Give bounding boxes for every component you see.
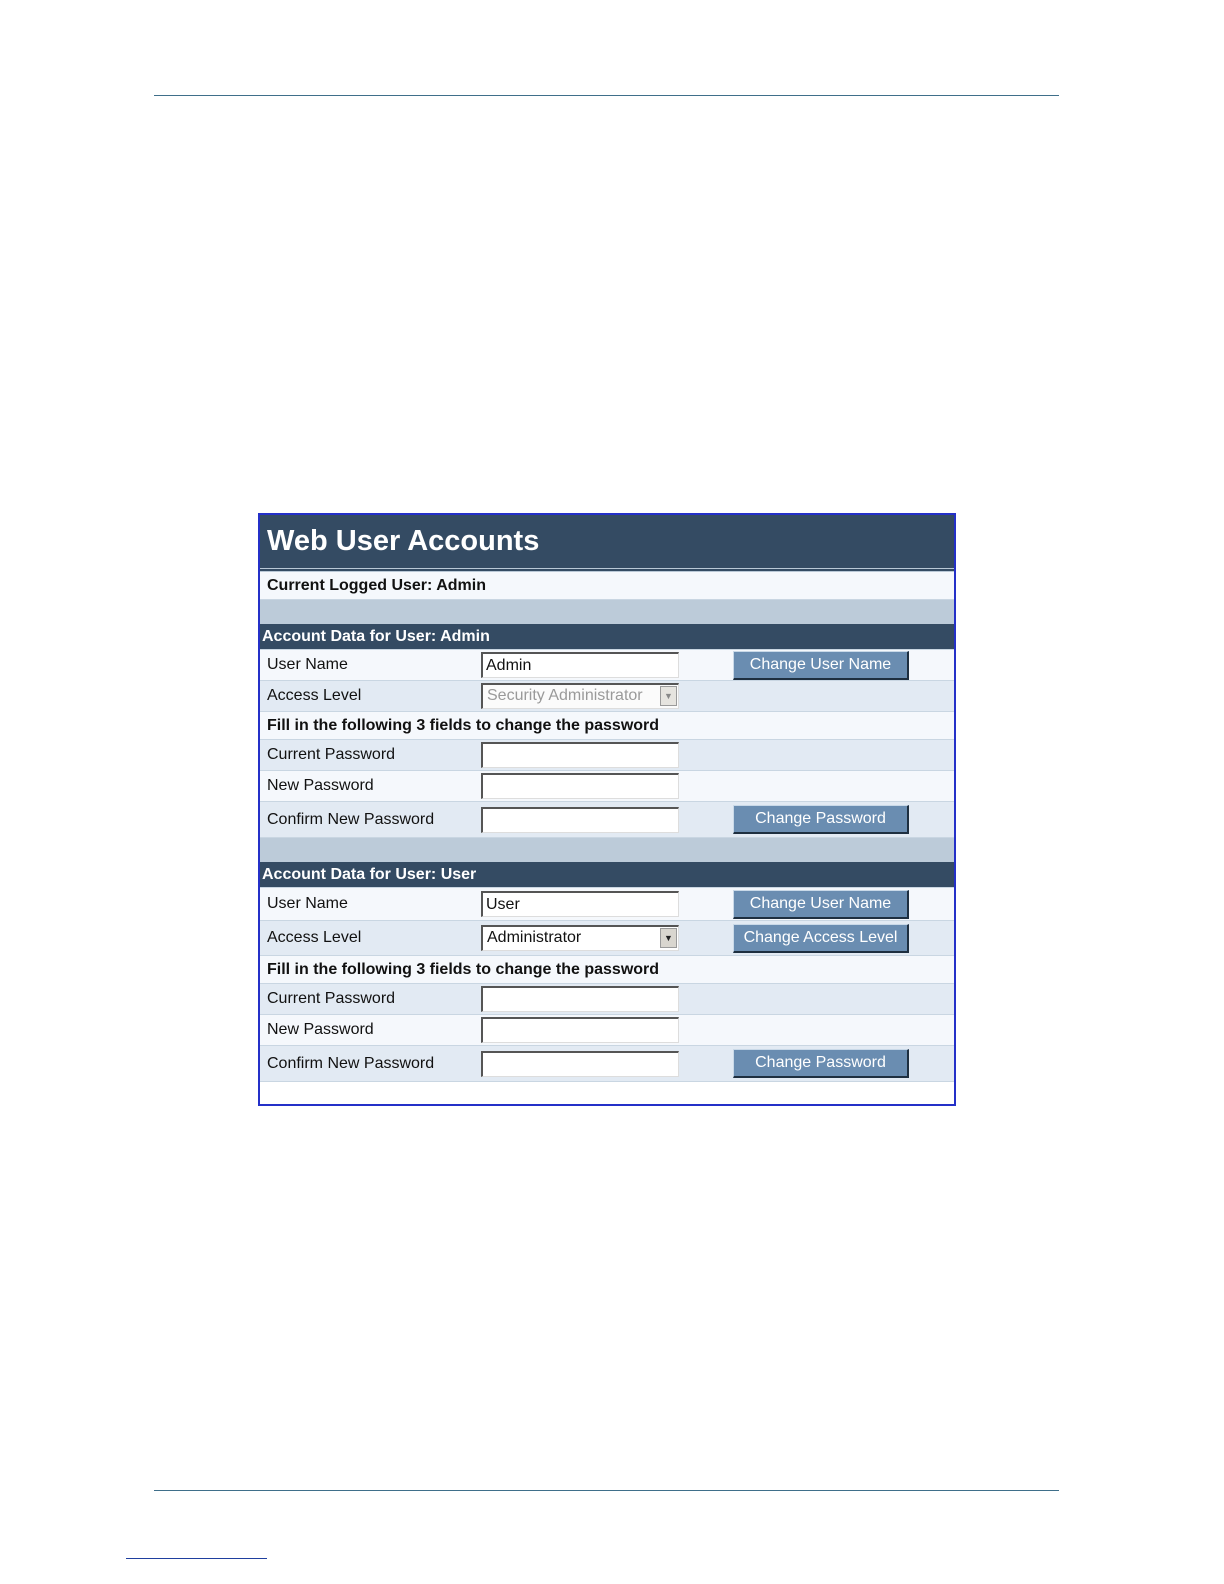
admin-new-password-input[interactable] (481, 773, 679, 799)
admin-new-password-row (260, 771, 954, 802)
current-password-label: Current Password (267, 990, 396, 1007)
user-user-name-row (260, 888, 954, 921)
admin-user-name-row (260, 650, 954, 681)
current-password-label: Current Password (267, 746, 396, 763)
admin-user-name-input[interactable] (481, 652, 679, 678)
web-user-accounts-panel (258, 513, 956, 1106)
footnote-rule (126, 1558, 267, 1559)
user-user-name-input[interactable] (481, 891, 679, 917)
confirm-new-password-label: Confirm New Password (267, 810, 435, 828)
section-header-user: Account Data for User: User (260, 862, 954, 888)
admin-confirm-password-input[interactable] (481, 807, 679, 833)
spacer-bar (260, 838, 954, 862)
section-header-admin: Account Data for User: Admin (260, 624, 954, 650)
user-new-password-input[interactable] (481, 1017, 679, 1043)
user-access-level-row (260, 921, 954, 956)
user-access-level-select[interactable] (481, 925, 679, 951)
user-name-label: User Name (267, 656, 348, 673)
user-name-label: User Name (267, 895, 348, 912)
chevron-down-icon: ▼ (660, 686, 677, 706)
page-title: Web User Accounts (260, 515, 954, 572)
admin-confirm-password-row (260, 802, 954, 838)
user-current-password-row (260, 984, 954, 1015)
admin-change-user-name-button[interactable]: Change User Name (733, 651, 909, 680)
access-level-label: Access Level (267, 929, 362, 946)
spacer-bar (260, 600, 954, 624)
chevron-down-icon[interactable]: ▼ (660, 928, 677, 948)
admin-access-level-select (481, 683, 679, 709)
user-current-password-input[interactable] (481, 986, 679, 1012)
confirm-new-password-label: Confirm New Password (267, 1054, 435, 1072)
admin-current-password-row (260, 740, 954, 771)
admin-change-password-button[interactable]: Change Password (733, 805, 909, 834)
user-new-password-row (260, 1015, 954, 1046)
new-password-label: New Password (267, 777, 374, 794)
user-change-access-level-button[interactable]: Change Access Level (733, 924, 909, 953)
admin-current-password-input[interactable] (481, 742, 679, 768)
admin-access-level-value: Security Administrator (487, 687, 643, 704)
current-logged-user: Current Logged User: Admin (260, 572, 954, 600)
footer-rule (154, 1490, 1059, 1491)
user-password-hint: Fill in the following 3 fields to change the password (260, 956, 954, 984)
user-confirm-password-input[interactable] (481, 1051, 679, 1077)
new-password-label: New Password (267, 1021, 374, 1038)
admin-access-level-row (260, 681, 954, 712)
access-level-label: Access Level (267, 687, 362, 704)
user-change-user-name-button[interactable]: Change User Name (733, 890, 909, 919)
header-rule (154, 95, 1059, 96)
user-confirm-password-row (260, 1046, 954, 1082)
admin-password-hint: Fill in the following 3 fields to change the password (260, 712, 954, 740)
user-access-level-value: Administrator (487, 929, 582, 946)
user-change-password-button[interactable]: Change Password (733, 1049, 909, 1078)
